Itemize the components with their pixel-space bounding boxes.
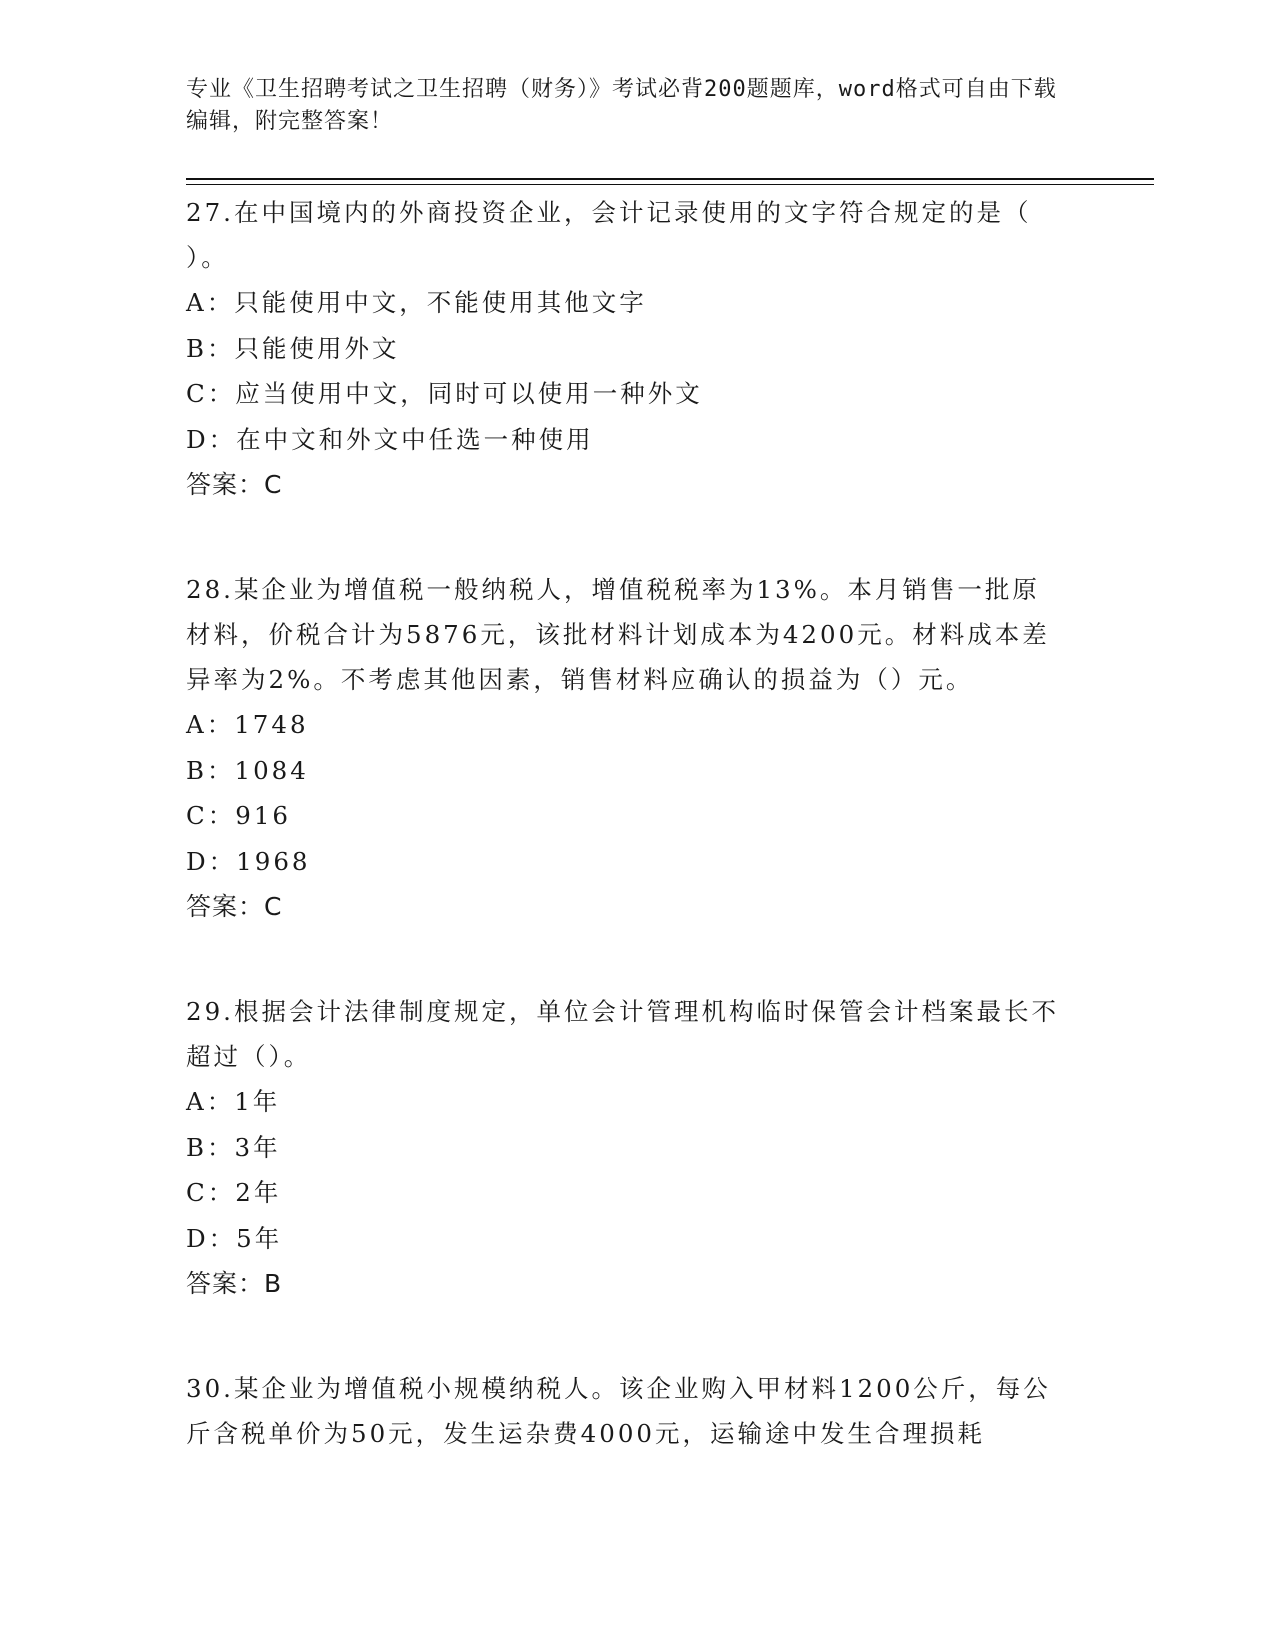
option-d: D：1968 bbox=[186, 846, 311, 876]
question-text: 27.在中国境内的外商投资企业，会计记录使用的文字符合规定的是（ ）。 bbox=[186, 198, 1032, 272]
option-b: B：3年 bbox=[186, 1132, 281, 1162]
question-28 bbox=[186, 567, 1066, 930]
question-30 bbox=[186, 1366, 1066, 1456]
question-text: 28.某企业为增值税一般纳税人，增值税税率为13%。本月销售一批原材料，价税合计为5876元，该批材料计划成本为4200元。材料成本差异率为2%。不考虑其他因素，销售材料应确认的损益为（）元。 bbox=[186, 574, 1050, 694]
option-c: C：应当使用中文，同时可以使用一种外文 bbox=[186, 379, 703, 409]
header-rule-thin bbox=[186, 184, 1154, 185]
option-b: B：只能使用外文 bbox=[186, 333, 400, 363]
option-d: D：在中文和外文中任选一种使用 bbox=[186, 424, 594, 454]
question-text: 30.某企业为增值税小规模纳税人。该企业购入甲材料1200公斤，每公斤含税单价为50元，发生运杂费4000元，运输途中发生合理损耗 bbox=[186, 1373, 1051, 1448]
question-29 bbox=[186, 989, 1066, 1307]
question-list bbox=[186, 190, 1066, 1515]
document-header: 专业《卫生招聘考试之卫生招聘（财务）》考试必背200题题库，word格式可自由下载编辑，附完整答案！ bbox=[186, 77, 1057, 134]
option-a: A：1年 bbox=[186, 1086, 281, 1116]
header-rule-thick bbox=[186, 178, 1154, 180]
option-c: C：916 bbox=[186, 801, 292, 831]
answer: 答案：B bbox=[186, 1269, 283, 1299]
answer: 答案：C bbox=[186, 470, 283, 500]
option-c: C：2年 bbox=[186, 1178, 282, 1208]
question-27 bbox=[186, 190, 1066, 508]
option-a: A：只能使用中文，不能使用其他文字 bbox=[186, 288, 647, 317]
answer: 答案：C bbox=[186, 892, 283, 922]
option-d: D：5年 bbox=[186, 1223, 283, 1253]
option-b: B：1084 bbox=[186, 755, 309, 785]
question-text: 29.根据会计法律制度规定，单位会计管理机构临时保管会计档案最长不超过（）。 bbox=[186, 996, 1059, 1071]
option-a: A：1748 bbox=[186, 709, 309, 739]
